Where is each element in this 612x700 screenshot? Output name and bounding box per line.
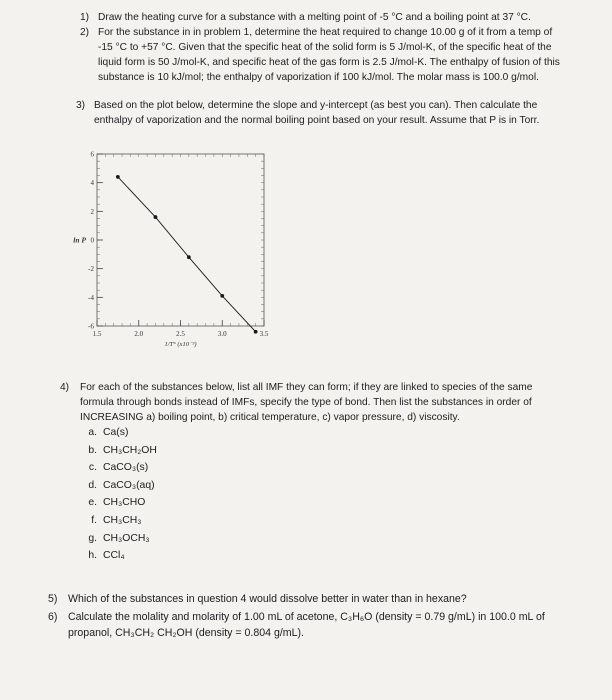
y-tick-label: 2 — [90, 207, 94, 216]
question-4 — [60, 380, 568, 425]
series-line — [118, 177, 256, 332]
question-6 — [48, 609, 578, 641]
list-item: f. CH₃CH₃ — [91, 514, 142, 526]
question-5 — [48, 592, 568, 607]
question-text: Calculate the molality and molarity of 1.00 mL of acetone, C₃H₆O (density = 0.79 g/mL) in 100.0 mL of propanol, CH₃CH₂ CH₂OH (density = 0.804 g/mL). — [68, 611, 545, 639]
question-text: For each of the substances below, list all IMF they can form; if they are linked to species of the same formula through bonds instead of IMFs, specify the type of bond. Then list the substances in order of INCREASING a) boiling point, b) critical temperature, c) vapor pressure, d) viscosity. — [80, 382, 533, 423]
list-item: b. CH₃CH₂OH — [88, 444, 157, 456]
question-number: 4) — [60, 382, 70, 393]
y-axis-label: ln P — [73, 235, 86, 245]
question-number: 2) — [80, 27, 90, 38]
question-number: 3) — [76, 100, 86, 111]
data-point — [254, 330, 258, 334]
x-tick-label: 2.0 — [134, 330, 144, 338]
list-item: c. CaCO₃(s) — [88, 462, 149, 474]
y-tick-label: 4 — [90, 179, 94, 188]
y-tick-label: 6 — [90, 150, 94, 159]
question-text: For the substance in in problem 1, determine the heat required to change 10.00 g of it from a temp of -15 °C to +57 °C. Given that the specific heat of the solid form is 5 J/mol-K, of the specific heat of the liquid form is 50 J/mol-K, and specific heat of the gas form is 2.5 J/mol-K. The enthalpy of fusion of this substance is 10 kJ/mol; the enthalpy of vaporization if 100 kJ/mol. The molar mass is 100.0 g/mol. — [98, 27, 560, 83]
x-tick-label: 3.5 — [259, 330, 269, 338]
question-number: 5) — [48, 593, 58, 605]
x-tick-label: 3.0 — [217, 330, 227, 338]
question-number: 6) — [48, 611, 58, 623]
list-item: a. Ca(s) — [88, 427, 129, 438]
vapor-pressure-plot — [60, 142, 275, 357]
list-item: h. CCl₄ — [88, 550, 125, 562]
plot-frame — [97, 154, 264, 326]
list-item: d. CaCO₃(aq) — [88, 479, 155, 491]
list-item: e. CH₃CHO — [88, 497, 146, 509]
x-tick-label: 2.5 — [176, 330, 185, 338]
question-text: Based on the plot below, determine the slope and y-intercept (as best you can). Then calculate the enthalpy of vaporization and the normal boiling point based on your result. Assume that P is in Torr. — [94, 100, 540, 126]
data-point — [187, 255, 191, 259]
y-tick-label: -2 — [88, 265, 94, 274]
y-tick-label: 0 — [90, 236, 94, 245]
question-2 — [80, 25, 560, 85]
question-text: Draw the heating curve for a substance with a melting point of -5 °C and a boiling point at 37 °C. — [98, 12, 531, 23]
list-item: g. CH₃OCH₃ — [88, 532, 150, 544]
data-point — [154, 215, 158, 219]
substance-list — [82, 424, 157, 565]
data-point — [116, 175, 120, 179]
y-tick-label: -6 — [88, 322, 94, 331]
x-axis-label: 1/T° (x10⁻³) — [164, 341, 197, 348]
question-text: Which of the substances in question 4 would dissolve better in water than in hexane? — [68, 593, 467, 605]
data-point — [220, 294, 224, 298]
question-number: 1) — [80, 12, 90, 23]
question-1 — [80, 10, 580, 25]
y-tick-label: -4 — [88, 293, 94, 302]
x-tick-label: 1.5 — [92, 330, 102, 338]
question-3 — [76, 98, 564, 128]
